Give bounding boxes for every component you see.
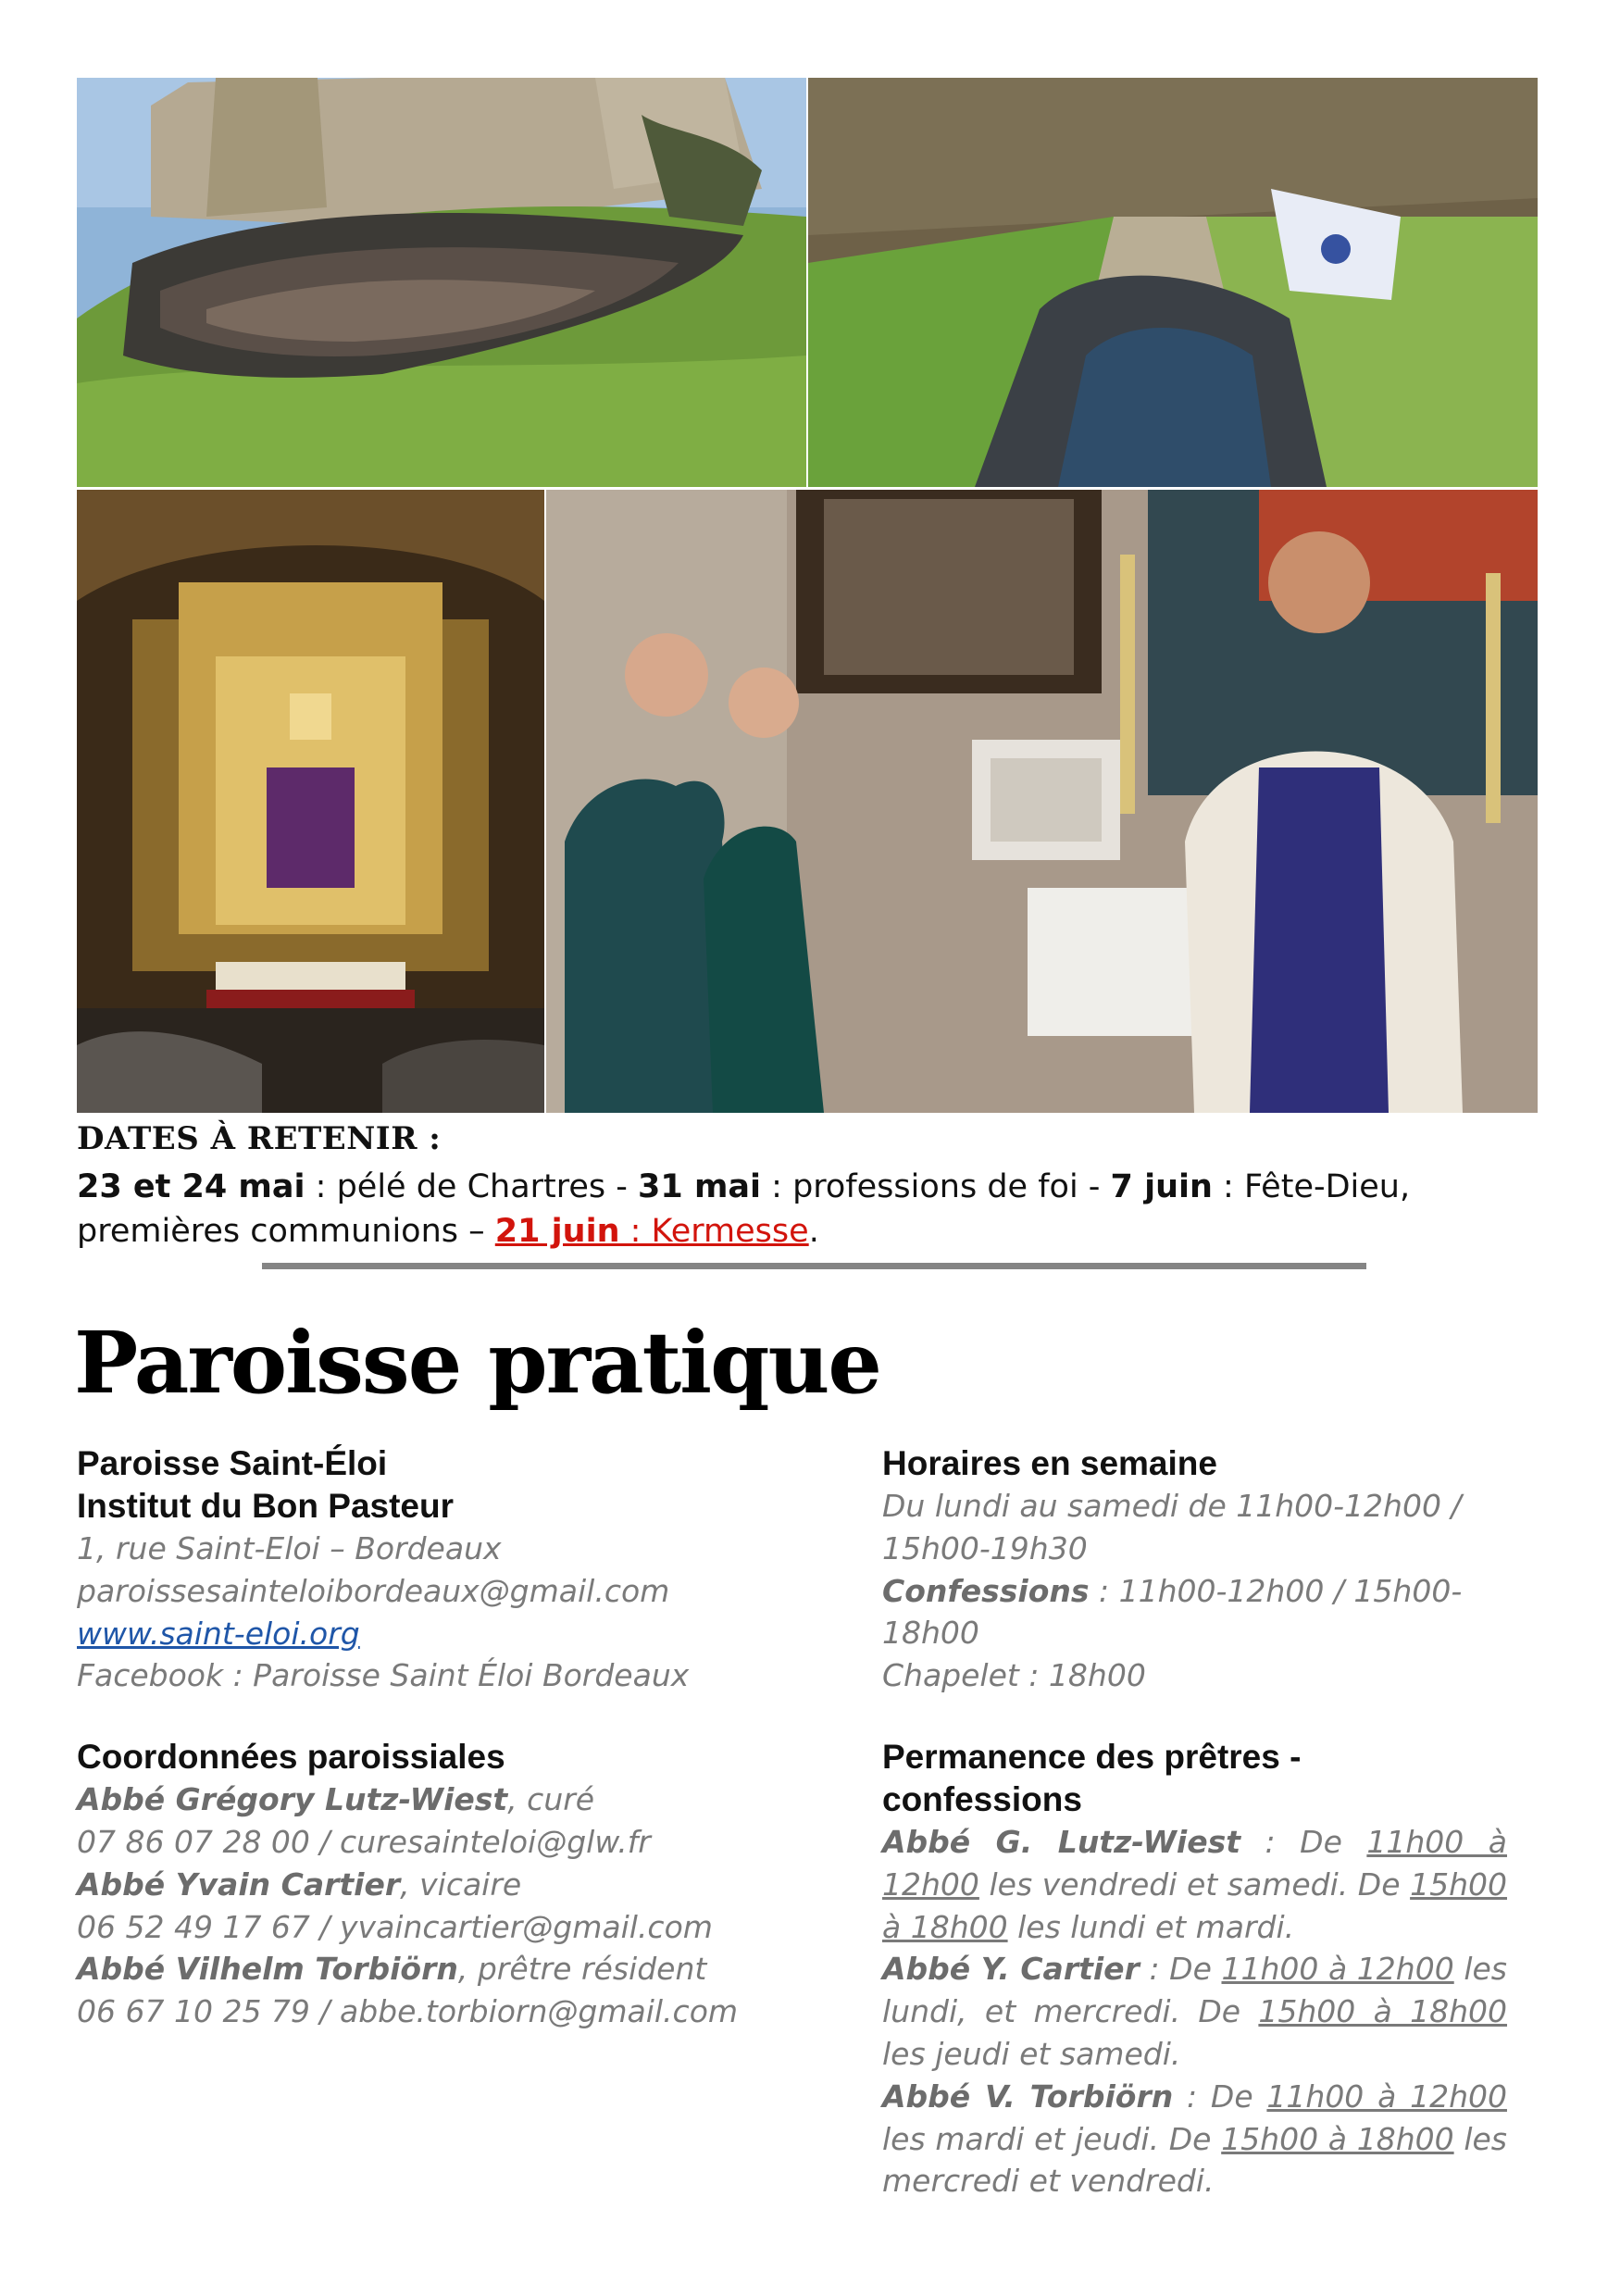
photo-plaque-unveiling (546, 490, 1538, 1113)
permanence-priest-1: Abbé G. Lutz-Wiest : De 11h00 à 12h00 les vendredi et samedi. De 15h00 à 18h00 les lundi et mardi. (882, 1823, 1507, 1945)
website-link[interactable]: www.saint-eloi.org (77, 1615, 360, 1652)
contacts-heading: Coordonnées paroissiales (77, 1738, 505, 1777)
date-kermesse: 21 juin : Kermesse (494, 1213, 809, 1250)
parish-email: paroissesainteloibordeaux@gmail.com (77, 1572, 670, 1609)
contact-priest-3: Abbé Vilhelm Torbiörn, prêtre résident (77, 1951, 707, 1988)
photo-pilgrims-hillside (77, 78, 806, 487)
date-fete-dieu: 7 juin (1110, 1168, 1213, 1205)
contact-priest-1-details: 07 86 07 28 00 / curesainteloi@glw.fr (77, 1823, 651, 1860)
page-title: Paroisse pratique (74, 1313, 880, 1413)
permanence-priest-3: Abbé V. Torbiörn : De 11h00 à 12h00 les mardi et jeudi. De 15h00 à 18h00 les mercredi et vendredi. (882, 2078, 1507, 2200)
section-divider (262, 1263, 1366, 1269)
contact-priest-3-details: 06 67 10 25 79 / abbe.torbiorn@gmail.com (77, 1993, 739, 2030)
date-chartres: 23 et 24 mai (77, 1168, 305, 1205)
rosary-hours: Chapelet : 18h00 (882, 1657, 1146, 1694)
facebook-line: Facebook : Paroisse Saint Éloi Bordeaux (77, 1657, 690, 1694)
weekday-heading: Horaires en semaine (882, 1444, 1217, 1482)
parish-info-column (77, 1442, 817, 2033)
photo-procession-path (808, 78, 1538, 487)
confessions-hours: Confessions : 11h00-12h00 / 15h00-18h00 (882, 1572, 1463, 1652)
contact-priest-2: Abbé Yvain Cartier, vicaire (77, 1866, 522, 1903)
parish-name: Paroisse Saint-Éloi (77, 1444, 388, 1482)
weekday-hours: Du lundi au samedi de 11h00-12h00 / 15h00-19h30 (882, 1488, 1462, 1566)
photo-church-altar (77, 490, 544, 1113)
institute-name: Institut du Bon Pasteur (77, 1487, 454, 1525)
schedule-column (882, 1442, 1507, 2202)
permanence-heading: Permanence des prêtres - confessions (882, 1737, 1302, 1818)
dates-heading: DATES À RETENIR : (77, 1120, 442, 1157)
permanence-priest-2: Abbé Y. Cartier : De 11h00 à 12h00 les lundi, et mercredi. De 15h00 à 18h00 les jeudi et samedi. (882, 1951, 1508, 2072)
dates-list: 23 et 24 mai : pélé de Chartres - 31 mai : professions de foi - 7 juin : Fête-Dieu, premières communions – 21 juin : Kermesse. (77, 1168, 1411, 1250)
parish-address: 1, rue Saint-Eloi – Bordeaux (77, 1530, 502, 1566)
date-professions: 31 mai (638, 1168, 762, 1205)
contact-priest-1: Abbé Grégory Lutz-Wiest, curé (77, 1781, 595, 1818)
contact-priest-2-details: 06 52 49 17 67 / yvaincartier@gmail.com (77, 1908, 713, 1945)
